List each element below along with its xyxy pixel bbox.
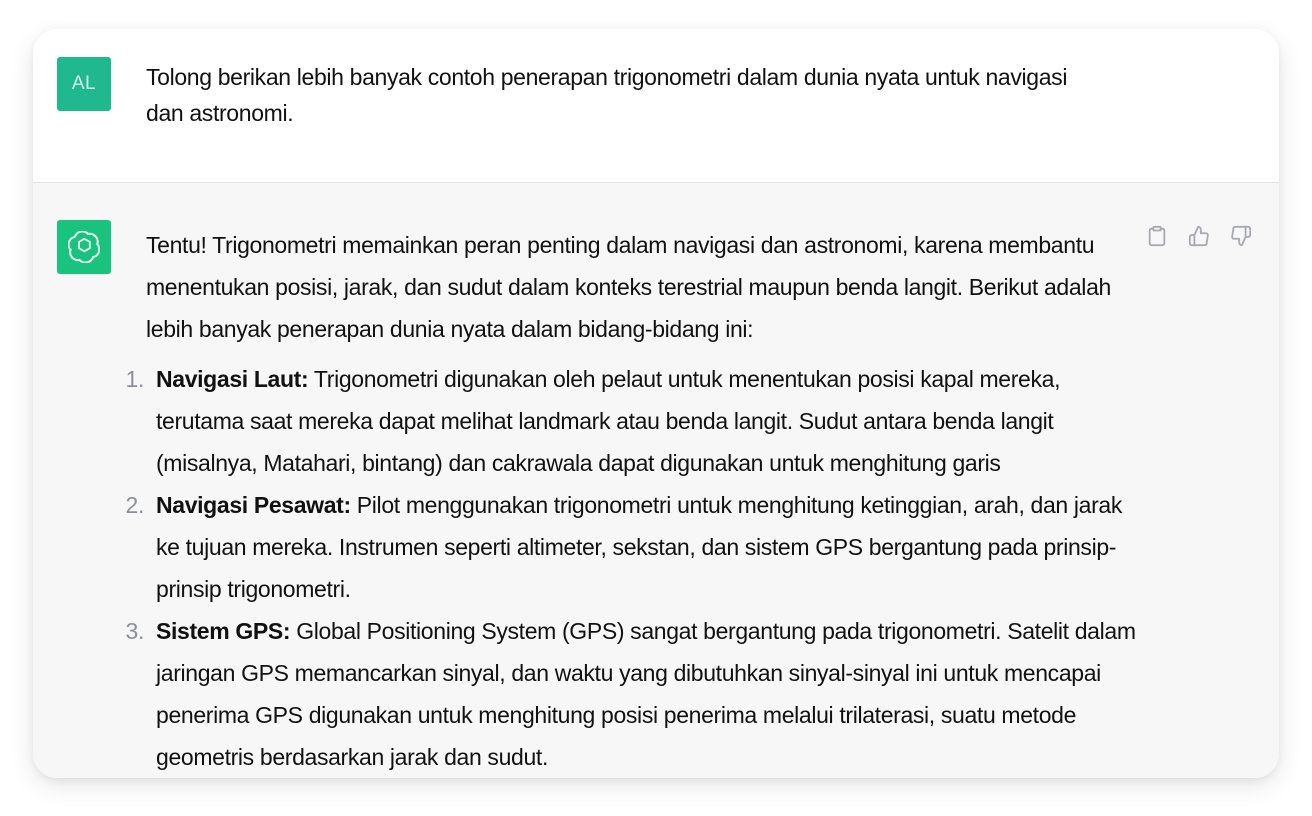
list-item-text: Pilot menggunakan trigonometri untuk menghitung ketinggian, arah, dan jarak ke tujuan mereka. Instrumen seperti altimeter, sekstan, dan sistem GPS bergantung pada prinsip-prinsip trigonometri.	[156, 492, 1123, 602]
user-avatar-initials: AL	[71, 73, 97, 94]
thumbs-up-icon	[1188, 225, 1210, 247]
chat-card	[33, 29, 1279, 778]
message-actions	[1145, 224, 1253, 248]
thumbs-down-button[interactable]	[1229, 224, 1253, 248]
applications-list	[125, 358, 1136, 778]
assistant-avatar	[57, 220, 111, 274]
list-item-number: 2.	[125, 492, 144, 518]
list-item-text: Trigonometri digunakan oleh pelaut untuk menentukan posisi kapal mereka, terutama saat mereka dapat melihat landmark atau benda langit. Sudut antara benda langit (misalnya, Matahari, bintang) dan cakrawala dapat digunakan untuk menghitung garis	[156, 366, 1061, 476]
assistant-intro-paragraph: Tentu! Trigonometri memainkan peran penting dalam navigasi dan astronomi, karena membantu menentukan posisi, jarak, dan sudut dalam konteks terestrial maupun benda langit. Berikut adalah lebih banyak penerapan dunia nyata dalam bidang-bidang ini:	[146, 232, 1111, 342]
list-item	[125, 358, 1136, 484]
openai-logo-icon	[68, 231, 100, 263]
list-item-number: 1.	[125, 366, 144, 392]
user-message-text: Tolong berikan lebih banyak contoh penerapan trigonometri dalam dunia nyata untuk navigasi dan astronomi.	[146, 64, 1068, 126]
list-item	[125, 484, 1136, 610]
list-item	[125, 610, 1136, 778]
assistant-message-body	[125, 224, 1136, 778]
copy-button[interactable]	[1145, 224, 1169, 248]
thumbs-up-button[interactable]	[1187, 224, 1211, 248]
clipboard-icon	[1146, 225, 1168, 247]
list-item-title: Navigasi Laut:	[156, 366, 309, 392]
list-item-title: Sistem GPS:	[156, 618, 291, 644]
user-message-row	[33, 29, 1279, 183]
list-item-text: Global Positioning System (GPS) sangat bergantung pada trigonometri. Satelit dalam jaringan GPS memancarkan sinyal, dan waktu yang dibutuhkan sinyal-sinyal ini untuk mencapai penerima GPS digunakan untuk menghitung posisi penerima melalui trilaterasi, suatu metode geometris berdasarkan jarak dan sudut.	[156, 618, 1136, 770]
user-avatar	[57, 57, 111, 111]
thumbs-down-icon	[1230, 225, 1252, 247]
list-item-number: 3.	[125, 618, 144, 644]
list-item-title: Navigasi Pesawat:	[156, 492, 351, 518]
assistant-message-row	[33, 184, 1279, 778]
